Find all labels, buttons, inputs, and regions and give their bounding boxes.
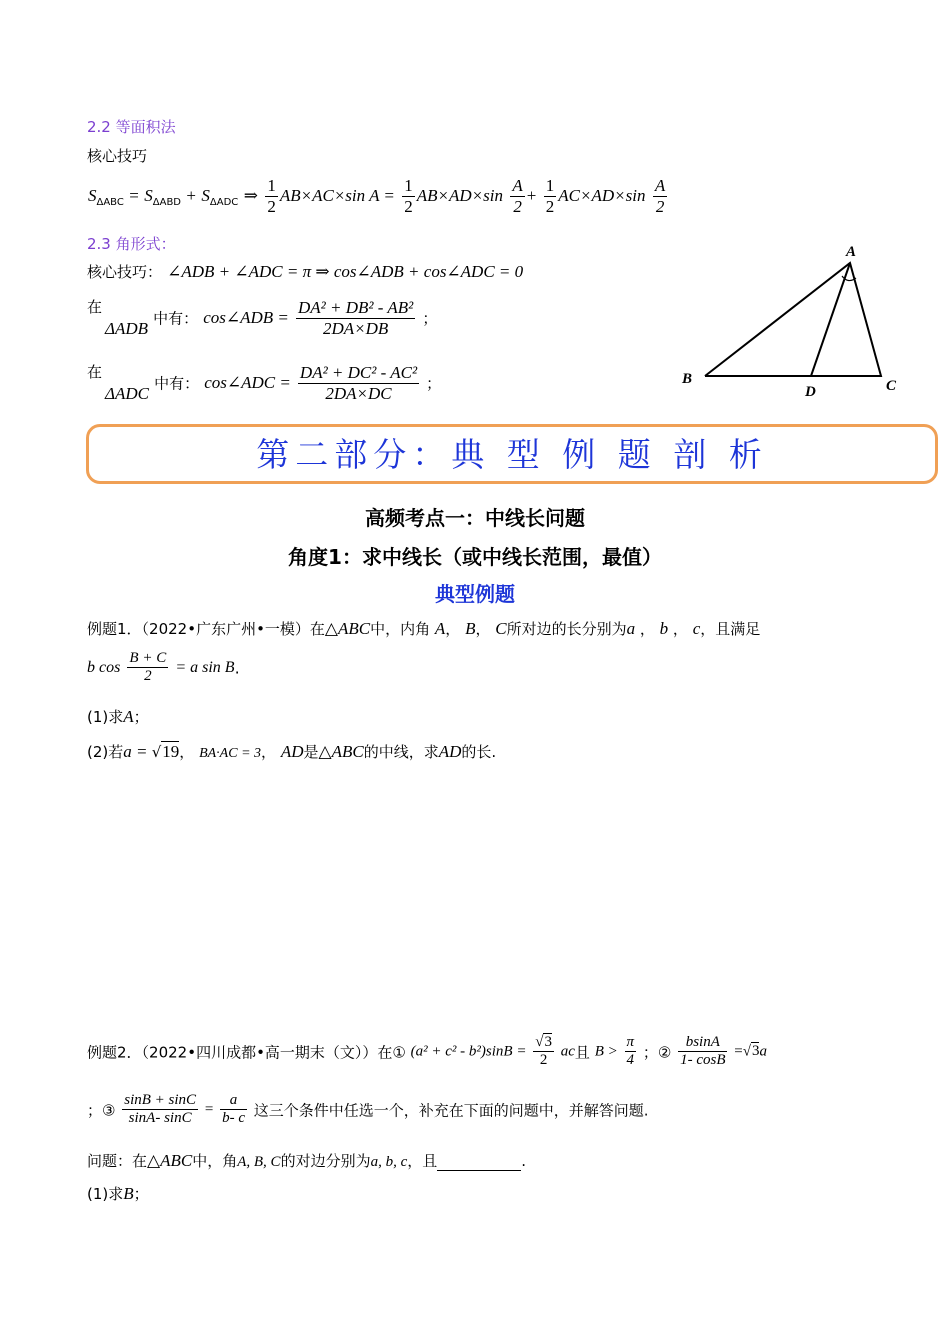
example-1-question-2: (2)若a = √19， BA·AC = 3， AD是△ABC的中线，求AD的长. — [87, 742, 497, 761]
vertex-label-a: A — [846, 244, 857, 260]
vertex-label-d: D — [805, 384, 816, 400]
example-1-condition: b cos $\frac{B + C}{2}$ = a sin B. — [87, 650, 240, 685]
vertex-label-b: B — [682, 371, 693, 387]
cos-adb-line: 在 ΔADB 中有： cos∠ADB = $\frac{\text{DA² + DB² - AB²}}{2DA\times DB}$ ； — [87, 297, 438, 338]
answer-blank — [437, 1156, 521, 1171]
section-title-2-2: 2.2 等面积法 — [87, 118, 176, 136]
example-2-question-1: (1)求B； — [87, 1184, 149, 1203]
area-formula: $S_{\Delta ABC} = S_{\Delta ABD} + S_{\Delta ADC}$ ⇒ $\frac{1}{2}$ AB×AC×sin A = $\frac{1}{2}$ AB×AD×sin $\frac{A}{2}$ + $\frac{1}{2}$ AC×AD×sin $\frac{A}{2}$ — [88, 176, 666, 216]
angle-identity-line: 核心技巧： ∠ADB + ∠ADC = π ⇒ cos∠ADB + cos∠ADC = 0 — [87, 262, 524, 281]
triangle-figure — [670, 238, 910, 400]
section-title-2-3: 2.3 角形式： — [87, 235, 176, 253]
typical-examples-heading: 典型例题 — [435, 582, 515, 606]
part-two-banner: 第二部分：典 型 例 题 剖 析 — [86, 424, 938, 484]
angle-heading: 角度1：求中线长（或中线长范围，最值） — [288, 545, 662, 569]
angle-identity: ∠ADB + ∠ADC = π ⇒ cos∠ADB + cos∠ADC = 0 — [167, 262, 524, 281]
vertex-label-c: C — [886, 378, 897, 394]
example-1-stem: 例题1．（2022•广东广州•一模）在△ABC中，内角 A， B， C所对边的长分别为a ， b ， c，且满足 — [87, 619, 761, 638]
example-1-question-1: (1)求A； — [87, 707, 149, 726]
example-2-conditions-line-2: ；③ $\frac{\sin B + \sin C}{\sin A- \sin C}$ = $\frac{a}{b- c}$ 这三个条件中任选一个，补充在下面的问题中，并解答问题. — [87, 1092, 649, 1127]
example-2-conditions-line-1: 例题2．（2022•四川成都•高一期末（文））在① (a² + c² - b²)sinB = $\frac{√3}{2}$ ac且 B > $\frac{\pi}{4}$ ；② $\frac{bsinA}{1- \cos B}$ =√3a — [87, 1034, 767, 1069]
topic-heading: 高频考点一：中线长问题 — [365, 506, 585, 530]
cos-adc-line: 在 ΔADC 中有： cos∠ADC = $\frac{\text{DA² + DC² - AC²}}{2DA\times DC}$ ； — [87, 362, 442, 403]
core-technique-label: 核心技巧 — [87, 147, 148, 165]
example-2-problem: 问题：在△ABC中，角A, B, C的对边分别为a, b, c，且 . — [87, 1151, 527, 1170]
